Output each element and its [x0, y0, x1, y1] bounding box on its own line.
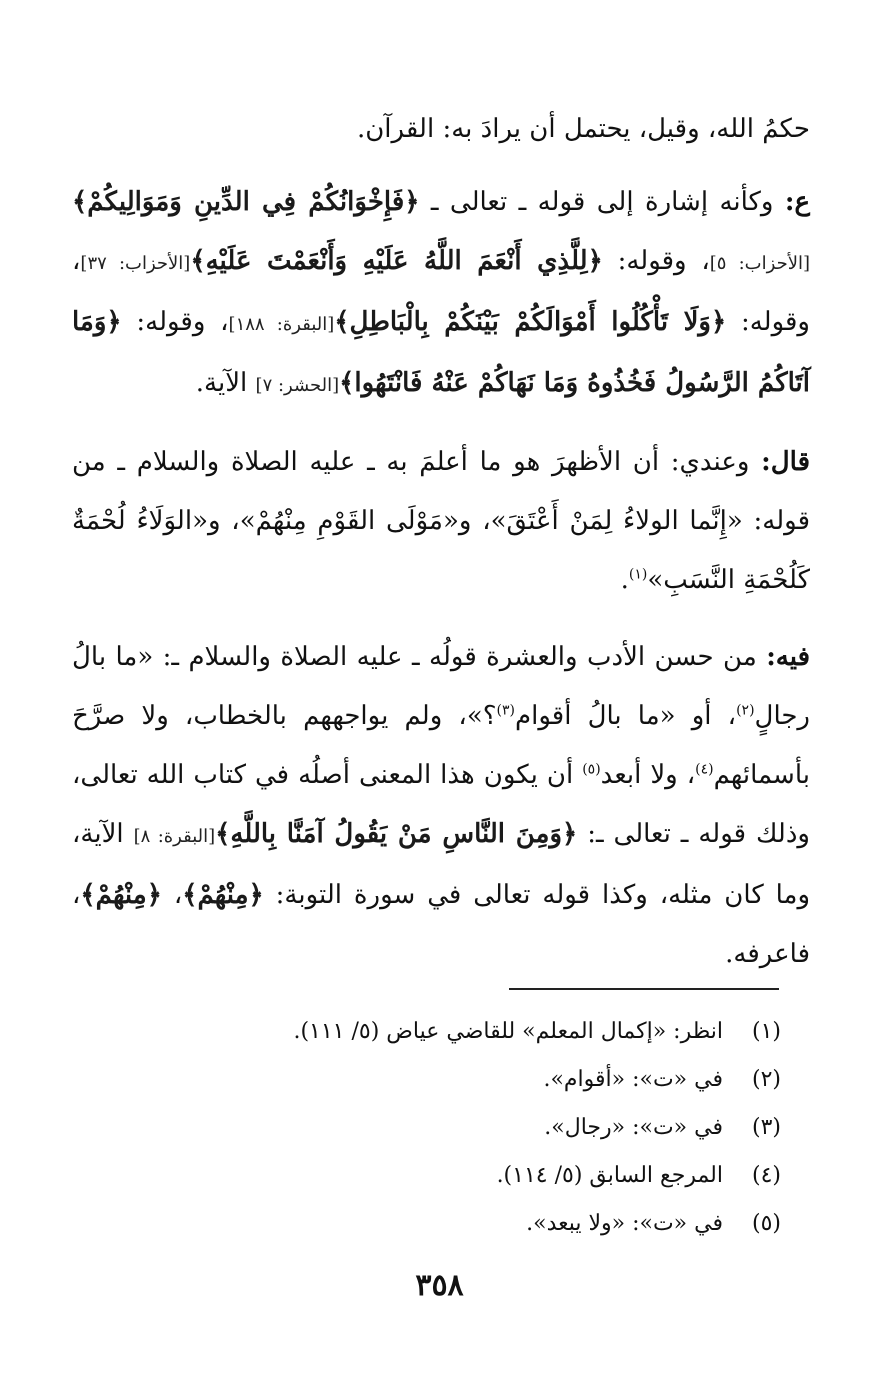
- quran-verse: ﴿وَلَا تَأْكُلُوا أَمْوَالَكُمْ بَيْنَكُمْ بِالْبَاطِلِ﴾: [334, 307, 727, 337]
- paragraph-intro-text: حكمُ الله، وقيل، يحتمل أن يرادَ به: القرآن.: [356, 114, 810, 144]
- footnote-marker-2[interactable]: (٢): [736, 702, 755, 719]
- paragraph-text: وعندي: أن الأظهرَ هو ما أعلمَ به ـ عليه الصلاة والسلام ـ من قوله: «إِنَّما الولاءُ لِمَنْ أَعْتَقَ»، و«مَوْلَى القَوْمِ مِنْهُمْ»، و«الوَلَاءُ لُحْمَةٌ كَلُحْمَةِ النَّسَبِ»: [72, 447, 810, 595]
- footnotes-list: [121, 1008, 781, 1248]
- footnote-item: [121, 1200, 781, 1248]
- paragraph-text: الآية، وما كان مثله، وكذا قوله تعالى في سورة التوبة:: [72, 819, 810, 910]
- quran-verse: ﴿لِلَّذِي أَنْعَمَ اللَّهُ عَلَيْهِ وَأَنْعَمْتَ عَلَيْهِ﴾: [190, 246, 603, 276]
- quran-verse: ﴿مِنْهُمْ﴾: [182, 880, 264, 910]
- footnote-text: المرجع السابق (٥/ ١١٤).: [496, 1163, 723, 1188]
- footnote-divider: [509, 988, 779, 990]
- verse-reference: [الحشر: ٧]: [255, 375, 340, 396]
- footnote-marker-5[interactable]: (٥): [582, 761, 601, 778]
- footnote-marker-4[interactable]: (٤): [695, 761, 714, 778]
- paragraph-text: أن يكون هذا المعنى أصلُه في كتاب الله تعالى، وذلك قوله ـ تعالى ـ:: [72, 760, 810, 849]
- paragraph-text: ، فاعرفه.: [72, 880, 810, 969]
- paragraph-intro: [72, 100, 810, 159]
- quran-verse: ﴿وَمِنَ النَّاسِ مَنْ يَقُولُ آمَنَّا بِاللَّهِ﴾: [215, 819, 578, 849]
- page-body: [72, 100, 810, 1002]
- footnote-marker-3[interactable]: (٣): [496, 702, 516, 719]
- page-number: ٣٥٨: [415, 1268, 464, 1303]
- paragraph-text: ، وقوله:: [121, 307, 229, 337]
- verse-reference: [البقرة: ١٨٨]: [228, 314, 335, 335]
- footnote-item: [121, 1104, 781, 1152]
- paragraph-text: ، أو «ما بالُ أقوام: [515, 701, 737, 731]
- footnote-number: (٥): [751, 1211, 781, 1236]
- footnote-text: في «ت»: «ولا يبعد».: [526, 1211, 723, 1236]
- paragraph-text: ،: [161, 880, 183, 910]
- paragraph-text: ؟»، ولم يواجههم بالخطاب، ولا صرَّحَ بأسمائهم: [72, 701, 810, 790]
- paragraph-qala: [72, 433, 810, 610]
- footnote-text: انظر: «إكمال المعلم» للقاضي عياض (٥/ ١١١).: [293, 1019, 723, 1044]
- paragraph-text: وكأنه إشارة إلى قوله ـ تعالى ـ: [419, 187, 785, 217]
- paragraph-ain: [72, 173, 810, 415]
- footnote-text: في «ت»: «أقوام».: [543, 1067, 723, 1092]
- footnote-number: (٤): [751, 1163, 781, 1188]
- verse-reference: [البقرة: ٨]: [133, 826, 216, 847]
- footnote-item: [121, 1008, 781, 1056]
- footnote-text: في «ت»: «رجال».: [544, 1115, 723, 1140]
- paragraph-text: ، وقوله:: [602, 246, 710, 276]
- quran-verse: ﴿فَإِخْوَانُكُمْ فِي الدِّينِ وَمَوَالِيكُمْ﴾: [72, 187, 420, 217]
- verse-reference: [الأحزاب: ٥]: [709, 253, 810, 274]
- footnote-item: [121, 1152, 781, 1200]
- footnote-number: (٢): [751, 1067, 781, 1092]
- footnote-item: [121, 1056, 781, 1104]
- quran-verse: ﴿وَمَا آتَاكُمُ الرَّسُولُ فَخُذُوهُ وَمَا نَهَاكُمْ عَنْهُ فَانْتَهُوا﴾: [72, 307, 810, 398]
- paragraph-text: ، ولا أبعد: [600, 760, 696, 790]
- paragraph-lead-fihi: فيه:: [766, 642, 810, 672]
- paragraph-text: ، وقوله:: [72, 246, 810, 337]
- paragraph-text: من حسن الأدب والعشرة قولُه ـ عليه الصلاة والسلام ـ: «ما بالُ رجالٍ: [72, 642, 810, 731]
- paragraph-lead-ain: ع:: [784, 187, 811, 217]
- verse-reference: [الأحزاب: ٣٧]: [80, 253, 191, 274]
- paragraph-fihi: [72, 628, 810, 984]
- footnote-number: (١): [751, 1019, 781, 1044]
- footnote-number: (٣): [751, 1115, 781, 1140]
- paragraph-text: .: [620, 565, 629, 595]
- paragraph-lead-qala: قال:: [761, 447, 811, 477]
- quran-verse: ﴿مِنْهُمْ﴾: [80, 880, 162, 910]
- footnote-marker-1[interactable]: (١): [628, 566, 648, 583]
- paragraph-text: الآية.: [195, 368, 256, 398]
